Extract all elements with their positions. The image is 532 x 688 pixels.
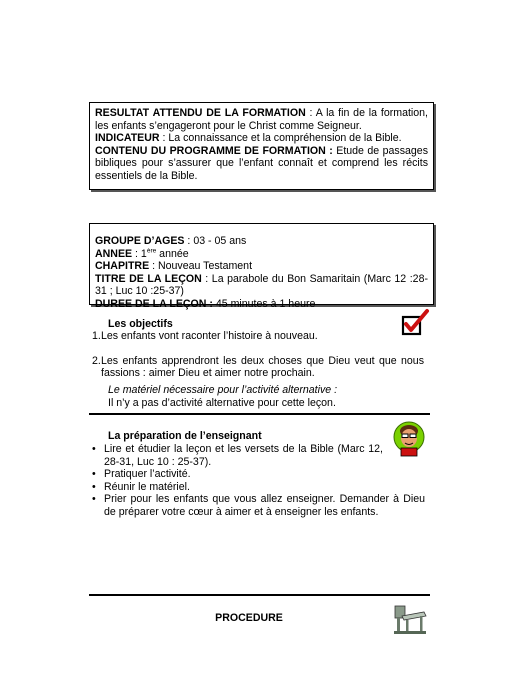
objective-2-span: Les enfants apprendront les deux choses que Dieu veut que nous fassions : aimer Dieu et aimer notre prochain. xyxy=(101,354,424,380)
lesson-title-label: TITRE DE LA LEÇON xyxy=(95,272,202,285)
indicator-label: INDICATEUR xyxy=(95,132,160,145)
outcome-text: : A la fin de la formation, les enfants s’engageront pour le Christ comme Seigneur. xyxy=(95,107,428,132)
content-text: Etude de passages bibliques pour s’assurer que l’enfant connaît et comprend les récits essentiels de la Bible. xyxy=(95,144,428,182)
training-outcome-box xyxy=(89,102,434,190)
year-text-post: année xyxy=(156,247,189,260)
school-desk-icon xyxy=(392,602,428,636)
lesson-info-box xyxy=(89,223,434,310)
preparation-list xyxy=(92,443,425,519)
age-group-line xyxy=(95,235,428,248)
bullet: • xyxy=(92,443,96,455)
prep-item-4: Prier pour les enfants que vous allez enseigner. Demander à Dieu de préparer votre cœur à aimer et à enseigner les enfants. xyxy=(104,493,425,518)
materials-title: Le matériel nécessaire pour l’activité alternative : xyxy=(108,384,338,396)
objective-1-text: Les enfants vont raconter l’histoire à nouveau. xyxy=(101,330,318,342)
indicator-paragraph xyxy=(95,132,428,145)
year-label: ANNEE xyxy=(95,247,133,260)
content-paragraph xyxy=(95,145,428,183)
procedure-title: PROCEDURE xyxy=(215,612,283,624)
age-group-text: : 03 - 05 ans xyxy=(184,235,247,247)
objectives-list xyxy=(92,330,424,380)
duration-text: 45 minutes à 1 heure xyxy=(212,297,316,310)
prep-item-1: Lire et étudier la leçon et les versets de la Bible (Marc 12, 28-31, Luc 10 : 25-37). xyxy=(104,443,383,468)
lesson-title-line xyxy=(95,273,428,298)
age-group-label: GROUPE D’AGES xyxy=(95,235,185,247)
indicator-text: : La connaissance et la compréhension de la Bible. xyxy=(159,132,402,145)
duration-label: DUREE DE LA LEÇON : xyxy=(95,297,213,310)
list-item xyxy=(92,481,425,494)
bullet: • xyxy=(92,468,96,481)
year-text-pre: : 1 xyxy=(132,247,147,260)
chapter-text: : Nouveau Testament xyxy=(149,260,253,273)
list-item xyxy=(92,443,425,468)
lesson-title-text: : La parabole du Bon Samaritain (Marc 12 :28-31 ; Luc 10 :25-37) xyxy=(95,272,428,298)
prep-item-2: Pratiquer l’activité. xyxy=(104,468,191,481)
bullet: • xyxy=(92,493,96,506)
content-label: CONTENU DU PROGRAMME DE FORMATION : xyxy=(95,144,333,157)
chapter-line xyxy=(95,260,428,273)
item-number: 1. xyxy=(92,330,101,342)
list-item xyxy=(92,468,425,481)
duration-line xyxy=(95,298,428,311)
section-divider xyxy=(89,413,430,415)
preparation-title: La préparation de l’enseignant xyxy=(108,430,262,442)
prep-item-3: Réunir le matériel. xyxy=(104,480,190,493)
list-item xyxy=(92,355,424,380)
objective-2-text xyxy=(101,355,424,380)
item-number: 2. xyxy=(92,354,101,367)
year-superscript: ère xyxy=(146,247,157,255)
list-item xyxy=(92,330,424,343)
bullet: • xyxy=(92,480,96,493)
outcome-label: RESULTAT ATTENDU DE LA FORMATION xyxy=(95,107,306,119)
outcome-paragraph xyxy=(95,107,428,132)
section-divider xyxy=(89,594,430,596)
list-item xyxy=(92,493,425,518)
chapter-label: CHAPITRE xyxy=(95,260,150,273)
objectives-title: Les objectifs xyxy=(108,318,173,330)
materials-block xyxy=(108,384,428,409)
materials-text: Il n’y a pas d’activité alternative pour cette leçon. xyxy=(108,396,336,409)
year-line xyxy=(95,248,428,261)
